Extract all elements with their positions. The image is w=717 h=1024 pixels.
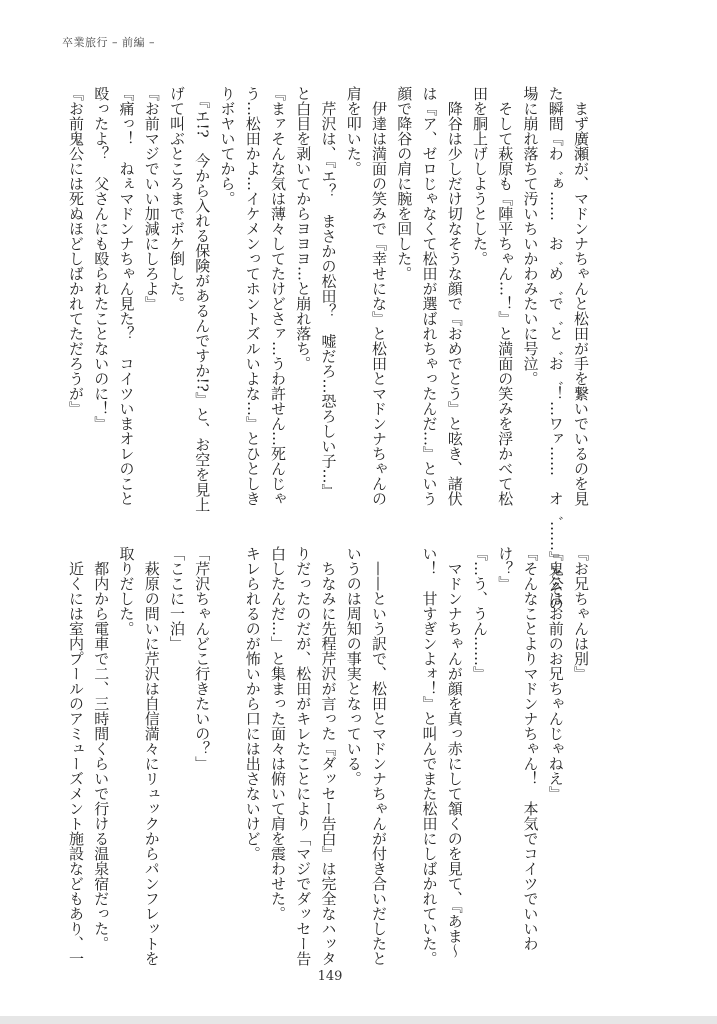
text-line: マドンナちゃんが顔を真っ赤にして頷くのを見て、『あま〜 <box>445 546 464 959</box>
text-line: りだったのだが、松田がキレたことにより「マジでダッセー告 <box>294 546 313 966</box>
text-line: と白目を剥いてからヨヨヨ…と崩れ落ち。 <box>294 86 313 371</box>
page-number: 149 <box>317 969 343 984</box>
text-line: 取りだした。 <box>117 546 136 636</box>
text-line: 肩を叩いた。 <box>344 86 363 176</box>
text-line: 『痛っ！ ねぇマドンナちゃん見た？ コイツいまオレのこと <box>117 86 136 506</box>
text-line: 『お兄ちゃんは別』 <box>572 546 590 681</box>
text-line: 場に崩れ落ちて汚いちいかわみたいに号泣。 <box>521 86 540 386</box>
text-line: 『エ!? 今から入れる保険があるんですか!?』と、お空を見上 <box>193 86 212 512</box>
text-line: 殴ったよ？ 父さんにも殴られたことないのに！』 <box>92 86 111 431</box>
text-line: 顔で降谷の肩に腕を回した。 <box>395 86 414 281</box>
text-line: ——という訳で、松田とマドンナちゃんが付き合いだしたと <box>370 546 388 966</box>
text-block-bottom <box>63 546 593 976</box>
text-line: 『鬼公はお前のお兄ちゃんじゃねえ』 <box>546 546 565 801</box>
text-line: まず廣瀬が、マドンナちゃんと松田が手を繋いでいるのを見 <box>572 86 590 506</box>
text-line: 降谷は少しだけ切なそうな顔で『おめでとう』と呟き、諸伏 <box>445 86 464 506</box>
text-line: 「芹沢ちゃんどこ行きたいの？」 <box>193 546 212 771</box>
text-line: は『ア、ゼロじゃなくて松田が選ばれちゃったんだ…』という <box>420 86 439 506</box>
text-line: 『まァそんな気は薄々してたけどさァ…うわ許せん…死んじゃ <box>269 86 287 506</box>
text-line: 萩原の問いに芹沢は自信満々にリュックからパンフレットを <box>142 546 161 966</box>
text-line: げて叫ぶところまでボケ倒した。 <box>168 86 186 311</box>
text-line: いうのは周知の事実となっている。 <box>344 546 363 786</box>
text-line: 田を胴上げしようとした。 <box>471 86 489 266</box>
text-line: け？』 <box>496 546 515 591</box>
text-line: 芹沢は、『エ？ まさかの松田？ 嘘だろ…恐ろしい子…』 <box>319 86 338 499</box>
running-head: 卒業旅行 – 前編 – <box>62 36 155 49</box>
text-line: た瞬間『わ゛ぁ…… お゛め゛で゛と゛お゛！…ワァ…… オ゛……』とその <box>546 86 565 611</box>
text-line <box>214 546 239 976</box>
text-line: ちなみに先程芹沢が言った『ダッセー告白』は完全なハッタ <box>319 546 338 966</box>
text-line: 白したんだ…」と集まった面々は俯いて肩を震わせた。 <box>269 546 287 921</box>
page-bottom-edge <box>0 1016 717 1024</box>
text-line: 「ここに一泊」 <box>168 546 186 651</box>
text-line: 『お前鬼公には死ぬほどしばかれてただろうが』 <box>67 86 85 416</box>
text-line: 近くには室内プールのアミューズメント施設などもあり、一 <box>67 546 85 966</box>
text-line: う…松田かよ…イケメンってホントズルいよな…』とひとしき <box>243 86 262 506</box>
text-line: キレられるのが怖いから口には出さないけど。 <box>243 546 262 861</box>
text-line: 伊達は満面の笑みで『幸せにな』と松田とマドンナちゃんの <box>370 86 388 506</box>
text-line <box>391 546 416 976</box>
text-line: 都内から電車で二、三時間くらいで行ける温泉宿だった。 <box>92 546 111 951</box>
text-line: い！ 甘すぎンよォ！』と叫んでまた松田にしばかれていた。 <box>420 546 439 966</box>
text-line: そして萩原も『陣平ちゃん…！』と満面の笑みを浮かべて松 <box>496 86 515 506</box>
text-line: りボヤいてから。 <box>218 86 237 206</box>
text-line: 『そんなことよりマドンナちゃん！ 本気でコイツでいいわ <box>521 546 540 951</box>
text-line: 『お前マジでいい加減にしろよ』 <box>142 86 161 311</box>
text-line: 『…う、うん……』 <box>471 546 489 681</box>
